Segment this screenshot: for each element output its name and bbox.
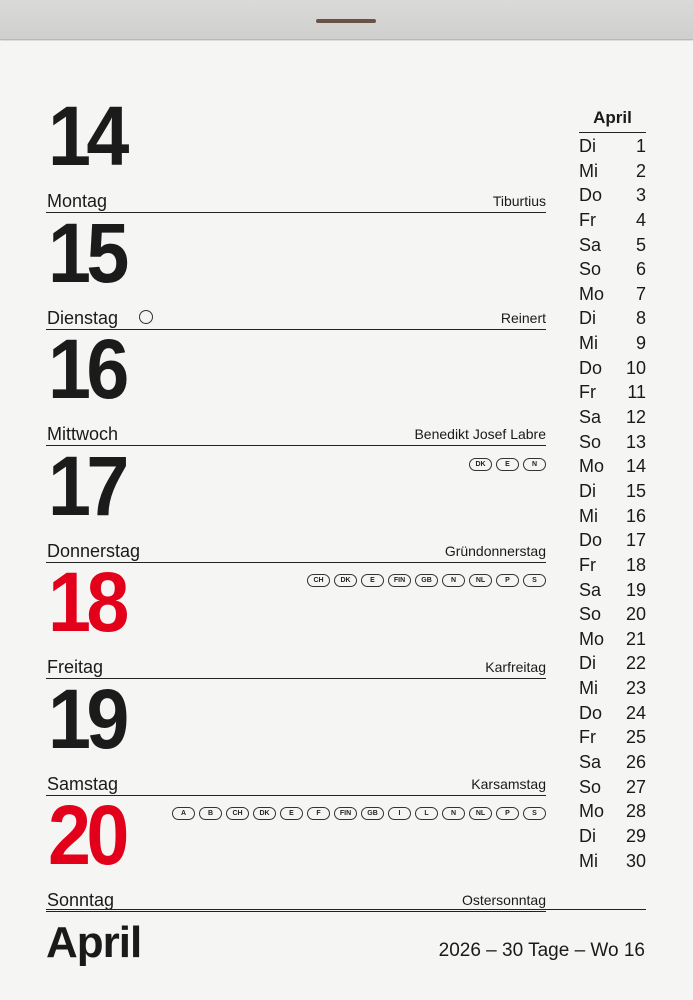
day-block xyxy=(46,555,546,679)
holiday-country-badges xyxy=(469,458,546,471)
hanger-slot xyxy=(316,19,376,23)
month-overview-row xyxy=(579,775,646,800)
country-badge: N xyxy=(523,458,546,471)
date-number: 6 xyxy=(635,259,646,280)
weekday-name: Sonntag xyxy=(47,890,115,910)
country-badge: CH xyxy=(307,574,330,587)
month-overview-row xyxy=(579,578,646,603)
weekday-abbrev: Do xyxy=(579,702,603,723)
date-number: 28 xyxy=(625,801,646,822)
country-badge: B xyxy=(199,807,222,820)
month-title: April xyxy=(46,918,142,967)
month-overview-row xyxy=(579,282,646,307)
date-number: 21 xyxy=(625,628,646,649)
month-overview-list xyxy=(579,134,646,873)
weekday-abbrev: Sa xyxy=(579,407,602,428)
month-overview-title: April xyxy=(579,105,646,133)
date-number: 23 xyxy=(625,678,646,699)
month-overview-row xyxy=(579,824,646,849)
name-day-label: Karfreitag xyxy=(485,659,546,675)
date-number: 16 xyxy=(625,505,646,526)
weekday-abbrev: Di xyxy=(579,480,596,501)
year-info: 2026 – 30 Tage – Wo 16 xyxy=(438,940,645,961)
holiday-country-badges xyxy=(172,807,546,820)
name-day-label: Tiburtius xyxy=(492,193,546,209)
month-overview-row xyxy=(579,504,646,529)
month-overview-row xyxy=(579,356,646,381)
country-badge: DK xyxy=(253,807,276,820)
month-overview xyxy=(579,105,646,873)
month-overview-row xyxy=(579,183,646,208)
day-block xyxy=(46,322,546,446)
weekday-abbrev: Mi xyxy=(579,160,598,181)
weekday-abbrev: Sa xyxy=(579,752,602,773)
country-badge: E xyxy=(496,458,519,471)
month-overview-row xyxy=(579,134,646,159)
date-number: 9 xyxy=(635,333,646,354)
country-badge: DK xyxy=(334,574,357,587)
weekday-abbrev: Di xyxy=(579,308,596,329)
weekday-abbrev: Fr xyxy=(579,727,596,748)
weekday-abbrev: Sa xyxy=(579,579,602,600)
month-overview-row xyxy=(579,651,646,676)
name-day-label: Gründonnerstag xyxy=(444,542,546,559)
date-number: 29 xyxy=(625,825,646,846)
date-number: 22 xyxy=(625,653,646,674)
country-badge: F xyxy=(307,807,330,820)
date-number: 5 xyxy=(635,234,646,255)
country-badge: GB xyxy=(415,574,438,587)
day-block xyxy=(46,671,546,796)
weekday-abbrev: Mo xyxy=(579,801,605,822)
month-overview-row xyxy=(579,553,646,578)
date-number: 14 xyxy=(625,456,646,477)
weekday-abbrev: Mi xyxy=(579,505,598,526)
weekday-name: Donnerstag xyxy=(47,540,141,561)
country-badge: P xyxy=(496,574,519,587)
full-moon-icon xyxy=(139,310,153,324)
country-badge: S xyxy=(523,807,546,820)
day-block xyxy=(46,205,546,330)
date-number: 7 xyxy=(635,283,646,304)
name-day-label: Ostersonntag xyxy=(461,892,546,908)
weekday-abbrev: Fr xyxy=(579,382,596,403)
calendar-page xyxy=(0,41,693,1000)
day-block xyxy=(46,89,546,213)
weekday-abbrev: Do xyxy=(579,357,603,378)
weekday-name: Samstag xyxy=(47,773,119,794)
date-number: 13 xyxy=(625,431,646,452)
month-overview-row xyxy=(579,799,646,824)
date-number: 1 xyxy=(635,136,646,156)
weekday-abbrev: Mo xyxy=(579,456,605,477)
day-block xyxy=(46,438,546,563)
weekday-abbrev: Mo xyxy=(579,283,605,304)
holiday-country-badges xyxy=(307,574,546,587)
month-overview-row xyxy=(579,479,646,504)
date-number: 12 xyxy=(625,407,646,428)
month-overview-row xyxy=(579,602,646,627)
date-number: 26 xyxy=(625,752,646,773)
weekday-abbrev: Di xyxy=(579,653,596,674)
weekday-abbrev: Fr xyxy=(579,209,596,230)
day-number: 19 xyxy=(48,671,125,766)
country-badge: N xyxy=(442,807,465,820)
weekday-abbrev: So xyxy=(579,604,602,625)
footer-divider xyxy=(46,909,646,910)
day-block xyxy=(46,788,546,912)
date-number: 27 xyxy=(625,776,646,797)
weekday-abbrev: Sa xyxy=(579,234,602,255)
country-badge: NL xyxy=(469,807,492,820)
country-badge: N xyxy=(442,574,465,587)
date-number: 11 xyxy=(627,382,646,403)
date-number: 8 xyxy=(635,308,646,329)
weekday-abbrev: Mi xyxy=(579,678,598,699)
name-day-label: Benedikt Josef Labre xyxy=(414,426,546,442)
date-number: 18 xyxy=(625,554,646,575)
weekday-name: Mittwoch xyxy=(47,424,119,444)
weekday-abbrev: So xyxy=(579,776,602,797)
month-overview-row xyxy=(579,701,646,726)
day-number: 20 xyxy=(48,788,125,882)
weekday-abbrev: Mo xyxy=(579,628,605,649)
date-number: 17 xyxy=(625,530,646,551)
weekday-name: Dienstag xyxy=(47,307,119,328)
weekday-name: Montag xyxy=(47,191,108,211)
calendar-binding xyxy=(0,0,693,40)
day-number: 14 xyxy=(48,89,125,183)
month-overview-row xyxy=(579,676,646,701)
month-overview-row xyxy=(579,849,646,874)
month-overview-row xyxy=(579,750,646,775)
month-overview-row xyxy=(579,306,646,331)
month-overview-row xyxy=(579,454,646,479)
date-number: 3 xyxy=(635,185,646,206)
month-overview-row xyxy=(579,331,646,356)
weekday-abbrev: Fr xyxy=(579,554,596,575)
country-badge: I xyxy=(388,807,411,820)
month-overview-row xyxy=(579,430,646,455)
weekday-abbrev: Do xyxy=(579,530,603,551)
day-number: 17 xyxy=(48,438,125,533)
date-number: 20 xyxy=(625,604,646,625)
month-overview-row xyxy=(579,627,646,652)
month-overview-row xyxy=(579,528,646,553)
country-badge: E xyxy=(280,807,303,820)
month-overview-row xyxy=(579,380,646,405)
month-overview-row xyxy=(579,405,646,430)
country-badge: DK xyxy=(469,458,492,471)
date-number: 15 xyxy=(625,480,646,501)
weekday-abbrev: Mi xyxy=(579,333,598,354)
weekday-abbrev: Di xyxy=(579,136,596,156)
month-overview-row xyxy=(579,233,646,258)
weekday-abbrev: Mi xyxy=(579,850,598,871)
country-badge: E xyxy=(361,574,384,587)
country-badge: P xyxy=(496,807,519,820)
weekday-abbrev: Di xyxy=(579,825,596,846)
country-badge: NL xyxy=(469,574,492,587)
month-overview-row xyxy=(579,208,646,233)
country-badge: A xyxy=(172,807,195,820)
day-number: 18 xyxy=(48,555,125,649)
date-number: 19 xyxy=(625,579,646,600)
country-badge: FIN xyxy=(388,574,411,587)
month-overview-row xyxy=(579,159,646,184)
date-number: 25 xyxy=(625,727,646,748)
country-badge: S xyxy=(523,574,546,587)
country-badge: FIN xyxy=(334,807,357,820)
month-overview-row xyxy=(579,257,646,282)
weekday-name: Freitag xyxy=(47,657,104,677)
day-number: 15 xyxy=(48,205,125,300)
name-day-label: Karsamstag xyxy=(471,775,546,792)
weekday-abbrev: Do xyxy=(579,185,603,206)
day-number: 16 xyxy=(48,322,125,416)
date-number: 30 xyxy=(625,850,646,871)
month-overview-row xyxy=(579,725,646,750)
date-number: 4 xyxy=(635,209,646,230)
weekday-abbrev: So xyxy=(579,259,602,280)
name-day-label: Reinert xyxy=(500,309,546,326)
country-badge: L xyxy=(415,807,438,820)
date-number: 10 xyxy=(625,357,646,378)
date-number: 24 xyxy=(625,702,646,723)
weekday-abbrev: So xyxy=(579,431,602,452)
date-number: 2 xyxy=(635,160,646,181)
country-badge: GB xyxy=(361,807,384,820)
country-badge: CH xyxy=(226,807,249,820)
